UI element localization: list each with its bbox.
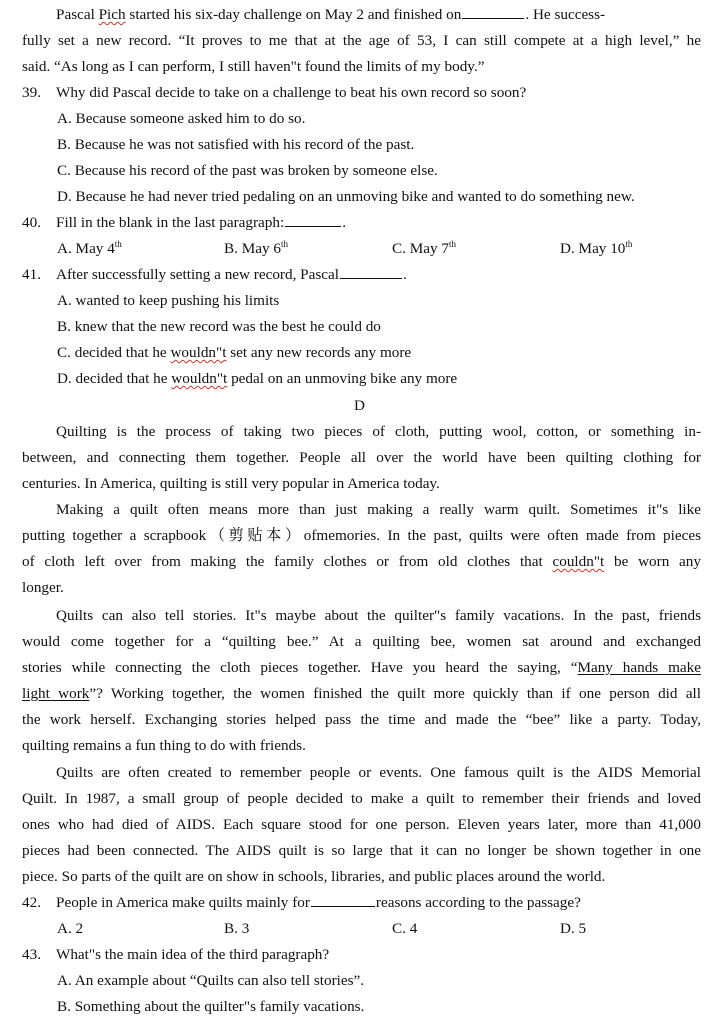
option-41-c [57, 340, 701, 366]
passage-c-line-3: said. “As long as I can perform, I still haven"t found the limits of my body.” [22, 58, 485, 75]
superscript: th [448, 239, 456, 249]
text: D. decided that he [57, 370, 172, 387]
text: pedal on an unmoving bike any more [227, 370, 458, 387]
passage-d-p1-line-2: between, and connecting them together. People all over the world have been quilting clothing for [22, 449, 701, 466]
question-43 [22, 942, 701, 968]
passage-d-p3-line-5: the work herself. Exchanging stories helped pass the time and made the “bee” like a party. Today, [22, 711, 701, 728]
text: C. decided that he [57, 344, 171, 361]
text: . [402, 266, 407, 283]
option-40-d [560, 236, 632, 262]
text: ”? Working together, the women finished the quilt more quickly than if one person did all [89, 685, 701, 702]
question-stem: Why did Pascal decide to take on a challenge to beat his own record so soon? [56, 84, 527, 101]
answer-blank [340, 263, 402, 279]
spell-flag-word: Pich [98, 6, 126, 23]
option-40-a [57, 236, 122, 262]
question-stem: Fill in the blank in the last paragraph: [56, 214, 285, 231]
spell-flag-word: wouldn"t [171, 370, 228, 387]
passage-d-p4-line-2: Quilt. In 1987, a small group of people decided to make a quilt to remember their friends and loved [22, 790, 701, 807]
passage-d-p3-line-6: quilting remains a fun thing to do with friends. [22, 737, 306, 754]
underlined-phrase: Many hands make [577, 659, 701, 676]
superscript: th [114, 239, 122, 249]
passage-d-p2-line-2: putting together a scrapbook（剪贴本）ofmemories. In the past, quilts were often made from pieces [22, 527, 701, 544]
question-number: 42. [22, 894, 41, 911]
option-42-b: B. 3 [224, 920, 250, 937]
option-43-b: B. Something about the quilter"s family vacations. [57, 998, 365, 1015]
option-40-c [392, 236, 456, 262]
text: A. May 4 [57, 240, 115, 257]
option-42-c: C. 4 [392, 920, 418, 937]
text: . He success- [525, 6, 606, 23]
option-41-b: B. knew that the new record was the best he could do [57, 318, 381, 335]
question-42 [22, 890, 701, 916]
passage-d-p3-line-1: Quilts can also tell stories. It"s maybe about the quilter"s family vacations. In the past, friends [56, 607, 701, 624]
option-39-c: C. Because his record of the past was broken by someone else. [57, 162, 438, 179]
text: be worn any [604, 553, 701, 570]
text: stories while connecting the cloth pieces together. Have you heard the saying, “ [22, 659, 578, 676]
underlined-phrase: light work [22, 685, 90, 702]
passage-d-p2-line-3 [22, 549, 701, 575]
text: C. May 7 [392, 240, 449, 257]
question-number: 41. [22, 266, 41, 283]
option-41-d [57, 366, 701, 392]
passage-c-line-2: fully set a new record. “It proves to me that at the age of 53, I can still compete at a high level,” he [22, 32, 701, 49]
answer-blank [285, 211, 341, 227]
passage-d-p1-line-3: centuries. In America, quilting is still very popular in America today. [22, 475, 440, 492]
passage-d-p3-line-2: would come together for a “quilting bee.” At a quilting bee, women sat around and exchanged [22, 633, 701, 650]
question-39 [22, 80, 701, 106]
option-40-b [224, 236, 288, 262]
text: set any new records any more [226, 344, 412, 361]
text: started his six-day challenge on May 2 and finished on [125, 6, 462, 23]
option-39-d: D. Because he had never tried pedaling on an unmoving bike and wanted to do something new. [57, 188, 635, 205]
spell-flag-word: wouldn"t [170, 344, 227, 361]
option-39-b: B. Because he was not satisfied with his record of the past. [57, 136, 415, 153]
answer-blank [311, 891, 375, 907]
passage-d-p3-line-3 [22, 655, 701, 681]
option-39-a: A. Because someone asked him to do so. [57, 110, 306, 127]
question-stem: People in America make quilts mainly for [56, 894, 310, 911]
text: D. May 10 [560, 240, 626, 257]
passage-c-line-1 [22, 2, 701, 28]
text: B. May 6 [224, 240, 281, 257]
option-43-a: A. An example about “Quilts can also tell stories”. [57, 972, 365, 989]
passage-d-p3-line-4 [22, 681, 701, 707]
question-stem: What"s the main idea of the third paragraph? [56, 946, 330, 963]
superscript: th [625, 239, 633, 249]
option-42-a: A. 2 [57, 920, 84, 937]
option-41-a: A. wanted to keep pushing his limits [57, 292, 280, 309]
question-number: 43. [22, 946, 41, 963]
passage-d-p1-line-1: Quilting is the process of taking two pieces of cloth, putting wool, cotton, or something in- [56, 423, 701, 440]
question-number: 39. [22, 84, 41, 101]
passage-d-p2-line-4: longer. [22, 579, 64, 596]
passage-d-p4-line-5: piece. So parts of the quilt are on show in schools, libraries, and public places around the world. [22, 868, 606, 885]
text: Pascal [56, 6, 99, 23]
passage-d-p4-line-3: ones who had died of AIDS. Each square stood for one person. Eleven years later, more than 41,000 [22, 816, 701, 833]
spell-flag-word: couldn"t [552, 553, 605, 570]
passage-d-p4-line-4: pieces had been connected. The AIDS quilt is so large that it can no longer be shown together in one [22, 842, 701, 859]
question-number: 40. [22, 214, 41, 231]
text: of cloth left over from making the family clothes or from old clothes that [22, 553, 553, 570]
question-41 [22, 262, 701, 288]
question-40 [22, 210, 701, 236]
passage-d-p2-line-1: Making a quilt often means more than just making a really warm quilt. Sometimes it"s like [56, 501, 701, 518]
passage-d-p4-line-1: Quilts are often created to remember people or events. One famous quilt is the AIDS Memorial [56, 764, 701, 781]
option-42-d: D. 5 [560, 920, 587, 937]
section-heading: D [354, 397, 365, 414]
answer-blank [462, 3, 524, 19]
question-stem: reasons according to the passage? [375, 894, 581, 911]
question-stem: After successfully setting a new record, Pascal [56, 266, 339, 283]
superscript: th [280, 239, 288, 249]
text: . [342, 214, 346, 231]
